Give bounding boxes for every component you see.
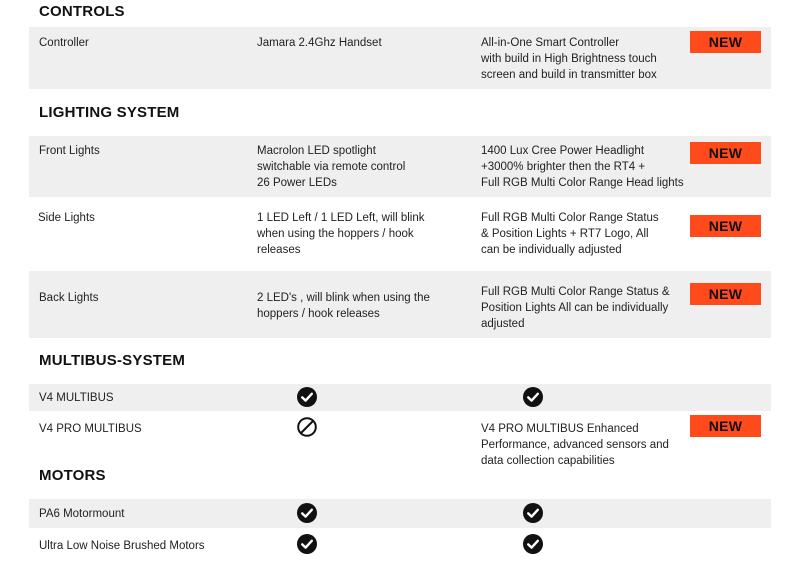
new-spec: All-in-One Smart Controller with build in High Brightness touch screen and build in transmitter box bbox=[481, 37, 657, 81]
feature-label: Front Lights bbox=[39, 145, 100, 157]
feature-label: PA6 Motormount bbox=[39, 508, 125, 520]
check-icon bbox=[523, 534, 543, 554]
section-title-multibus-system: MULTIBUS-SYSTEM bbox=[39, 352, 186, 369]
section-title-motors: MOTORS bbox=[39, 467, 106, 484]
table-row-v4-multibus bbox=[29, 384, 771, 411]
new-spec: Full RGB Multi Color Range Status & Position Lights All can be individually adjusted bbox=[481, 286, 670, 330]
new-badge: NEW bbox=[690, 283, 761, 305]
table-row-front-lights bbox=[29, 136, 771, 197]
feature-label: Back Lights bbox=[39, 292, 99, 304]
new-spec: V4 PRO MULTIBUS Enhanced Performance, advanced sensors and data collection capabilities bbox=[481, 423, 669, 467]
current-spec: 2 LED's , will blink when using the hoppers / hook releases bbox=[257, 292, 430, 320]
check-icon bbox=[523, 387, 543, 407]
table-row-back-lights bbox=[29, 271, 771, 338]
feature-label: Controller bbox=[39, 37, 89, 49]
new-badge: NEW bbox=[690, 415, 761, 437]
table-row-pa6-motormount bbox=[29, 499, 771, 528]
new-spec: Full RGB Multi Color Range Status & Position Lights + RT7 Logo, All can be individually adjusted bbox=[481, 212, 659, 256]
section-title-lighting-system: LIGHTING SYSTEM bbox=[39, 104, 180, 121]
feature-label: V4 PRO MULTIBUS bbox=[39, 423, 142, 435]
section-title-controls: CONTROLS bbox=[39, 3, 125, 20]
not-available-icon bbox=[297, 417, 317, 437]
table-row-ultra-low-noise-brushed-motors bbox=[29, 530, 771, 560]
table-row-v4-pro-multibus bbox=[29, 412, 771, 470]
feature-label: Ultra Low Noise Brushed Motors bbox=[39, 540, 205, 552]
check-icon bbox=[297, 503, 317, 523]
check-icon bbox=[297, 387, 317, 407]
check-icon bbox=[297, 534, 317, 554]
current-spec: Jamara 2.4Ghz Handset bbox=[257, 37, 382, 49]
table-row-controller bbox=[29, 27, 771, 89]
new-badge: NEW bbox=[690, 215, 761, 237]
new-spec: 1400 Lux Cree Power Headlight +3000% brighter then the RT4 + Full RGB Multi Color Range Head lights bbox=[481, 145, 684, 189]
current-spec: 1 LED Left / 1 LED Left, will blink when using the hoppers / hook releases bbox=[257, 212, 425, 256]
feature-label: V4 MULTIBUS bbox=[39, 392, 114, 404]
feature-label: Side Lights bbox=[38, 212, 95, 224]
table-row-side-lights bbox=[29, 203, 771, 265]
check-icon bbox=[523, 503, 543, 523]
new-badge: NEW bbox=[690, 31, 761, 53]
current-spec: Macrolon LED spotlight switchable via remote control 26 Power LEDs bbox=[257, 145, 406, 189]
new-badge: NEW bbox=[690, 142, 761, 164]
